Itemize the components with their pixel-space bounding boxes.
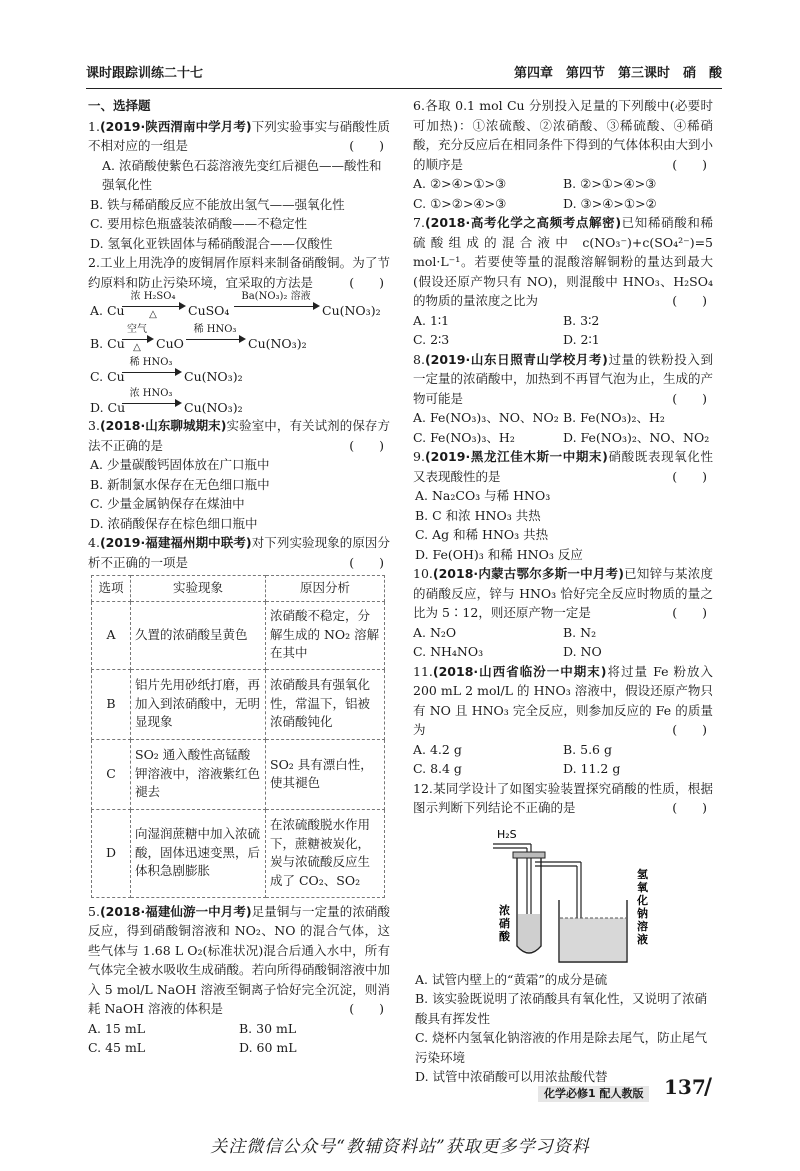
concentrated-nitric-acid (518, 914, 540, 952)
option-a: A. N₂O (413, 624, 457, 640)
analysis-table (91, 575, 385, 898)
footer-slash: / (704, 1074, 713, 1100)
table-row: C SO₂ 通入酸性高锰酸钾溶液中，溶液紫红色褪去 SO₂ 具有漂白性，使其褪色 (92, 739, 385, 809)
option-a: A. 浓硝酸使紫色石蕊溶液先变红后褪色——酸性和强氧化性 (102, 157, 382, 192)
options-ab (413, 740, 713, 760)
header-title: 课时跟踪训练二十七 (86, 66, 204, 81)
option-d: D. ③>④>①>② (563, 195, 657, 211)
answer-bracket[interactable]: ( ) (349, 554, 384, 570)
option-d: D. 11.2 g (563, 761, 621, 776)
reaction-arrow: 浓 H₂SO₄ △ (122, 292, 184, 319)
options-cd (88, 1038, 390, 1058)
option-d: D. Fe(OH)₃ 和稀 HNO₃ 反应 (415, 546, 583, 562)
option-b: B. 5.6 g (563, 741, 612, 757)
answer-bracket[interactable]: ( ) (672, 156, 707, 172)
option-b: B. C 和浓 HNO₃ 共热 (415, 507, 541, 523)
question-7: 7.(2018·高考化学之高频考点解密)已知稀硝酸和稀硫酸组成的混合液中 c(NO₃⁻)+c(SO₄²⁻)=5 mol·L⁻¹。若要使等量的混酸溶解铜粉的量达到最大(假设还原产物只有 NO)，则混酸中 HNO₃、H₂SO₄ 的物质的量浓度之比为 ( ) A. 1∶1 B. 3∶2 C. 2∶3 D. 2∶1 (413, 213, 713, 350)
section-title: 一、选择题 (88, 98, 151, 113)
option-c: C. 2∶3 (413, 332, 450, 347)
options-ab (413, 174, 713, 194)
apparatus-figure (413, 822, 713, 970)
book-label: 化学必修1 配人教版 (538, 1086, 649, 1102)
page-number: 137 (664, 1075, 706, 1099)
apparatus-diagram (413, 822, 713, 970)
h2s-label: H₂S (497, 827, 517, 841)
options-cd (413, 194, 713, 214)
table-row: A 久置的浓硝酸呈黄色 浓硝酸不稳定，分解生成的 NO₂ 溶解在其中 (92, 601, 385, 669)
question-9: 9.(2019·黑龙江佳木斯一中期末)硝酸既表现氧化性又表现酸性的是 ( ) A. Na₂CO₃ 与稀 HNO₃ B. C 和浓 HNO₃ 共热 C. Ag 和稀 HNO₃ 共热 D. Fe(OH)₃ 和稀 HNO₃ 反应 (413, 447, 713, 564)
option-b: B. 该实验既说明了浓硝酸具有氧化性，又说明了浓硝酸具有挥发性 (415, 991, 708, 1026)
question-8: 8.(2019·山东日照青山学校月考)过量的铁粉投入到一定量的浓硝酸中，加热到不再冒气泡为止，生成的产物可能是 ( ) A. Fe(NO₃)₃、NO、NO₂ B. Fe(NO₃)₂、H₂ C. Fe(NO₃)₃、H₂ D. Fe(NO₃)₂、NO、NO₂ (413, 350, 713, 448)
question-4: 4.(2019·福建福州期中联考)对下列实验现象的原因分析不正确的一项是 ( ) 选项 实验现象 原因分析 A 久置的浓硝酸呈黄色 浓硝酸不稳定，分解生成的 NO₂ 溶解在其中 B 铝片先用砂纸打磨，再加入到浓硝酸中，无明显现象 浓硝酸具有强氧化性，常温下，铝被浓硝酸钝化 C SO₂ 通入酸性高锰酸钾溶液中，溶液紫红色褪去 SO₂ 具有漂白性，使其褪色 D 向湿润蔗糖中加入浓硫酸，固体迅速变黑，后体积急剧膨胀 在浓硫酸脱水作用下，蔗糖被炭化，炭与浓硫酸反应生成了 CO₂、SO₂ (88, 533, 390, 898)
option-b: B. 铁与稀硝酸反应不能放出氢气——强氧化性 (90, 196, 345, 212)
question-12: 12.某同学设计了如图实验装置探究硝酸的性质，根据图示判断下列结论不正确的是 ( ) H₂S 浓硝酸 氢氧化钠溶液 A. 试管内壁上的“黄霜”的成分是硫 B. 该实验既说明了浓硝酸具有氧化性，又说明了浓硝酸具有挥发性 C. 烧杯内氢氧化钠溶液的作用是除去尾气，防止尾气污染环境 D. 试管中浓硝酸可以用浓盐酸代替 (413, 779, 713, 1087)
answer-bracket[interactable]: ( ) (672, 722, 707, 737)
option-d: D. 浓硝酸保存在棕色细口瓶中 (90, 515, 258, 531)
stopper (513, 852, 545, 858)
option-c: C. ①>②>④>③ (413, 195, 507, 211)
answer-bracket[interactable]: ( ) (349, 274, 384, 290)
reaction-arrow: 浓 HNO₃ (122, 389, 180, 416)
option-b: B. Cu 空气 △ CuO 稀 HNO₃ Cu(NO₃)₂ (90, 324, 307, 353)
option-b: B. 30 mL (239, 1020, 297, 1036)
options-ab (413, 623, 713, 643)
right-column (413, 96, 713, 1087)
option-a: A. Fe(NO₃)₃、NO、NO₂ (413, 410, 559, 425)
option-d: D. NO (563, 644, 602, 659)
question-10: 10.(2018·内蒙古鄂尔多斯一中月考)已知锌与某浓度的硝酸反应，锌与 HNO₃ 恰好完全反应时物质的量之比为 5∶12，则还原产物一定是 ( ) A. N₂O B. N₂ C. NH₄NO₃ D. NO (413, 564, 713, 662)
option-b: B. N₂ (563, 624, 597, 640)
header-chapter: 第四章 第四节 第三课时 硝 酸 (513, 66, 722, 81)
answer-bracket[interactable]: ( ) (672, 605, 707, 620)
reaction-arrow: Ba(NO₃)₂ 溶液 (234, 292, 318, 319)
option-a: A. 15 mL (88, 1020, 146, 1036)
table-row: D 向湿润蔗糖中加入浓硫酸，固体迅速变黑，后体积急剧膨胀 在浓硫酸脱水作用下，蔗糖被炭化，炭与浓硫酸反应生成了 CO₂、SO₂ (92, 809, 385, 897)
option-c: C. NH₄NO₃ (413, 644, 484, 659)
option-c: C. 少量金属钠保存在煤油中 (90, 496, 245, 511)
answer-bracket[interactable]: ( ) (349, 1001, 384, 1016)
acid-label: 浓硝酸 (499, 903, 510, 943)
option-c: C. Ag 和稀 HNO₃ 共热 (415, 527, 549, 542)
option-a: A. 4.2 g (413, 741, 462, 757)
question-1: 1.(2019·陕西渭南中学月考)下列实验事实与硝酸性质不相对应的一组是 ( ) A. 浓硝酸使紫色石蕊溶液先变红后褪色——酸性和强氧化性 B. 铁与稀硝酸反应不能放出氢气——强氧化性 C. 要用棕色瓶盛装浓硝酸——不稳定性 D. 氢氧化亚铁固体与稀硝酸混合——仅酸性 (88, 117, 390, 254)
question-3: 3.(2018·山东聊城期末)实验室中，有关试剂的保存方法不正确的是 ( ) A. 少量碳酸钙固体放在广口瓶中 B. 新制氯水保存在无色细口瓶中 C. 少量金属钠保存在煤油中 D. 浓硝酸保存在棕色细口瓶中 (88, 416, 390, 533)
option-b: B. Fe(NO₃)₂、H₂ (563, 410, 665, 425)
option-d: D. 试管中浓硝酸可以用浓盐酸代替 (415, 1069, 608, 1084)
reaction-arrow: 稀 HNO₃ (122, 358, 180, 385)
answer-bracket[interactable]: ( ) (672, 800, 707, 815)
option-a: A. Na₂CO₃ 与稀 HNO₃ (415, 488, 551, 503)
option-b: B. 3∶2 (563, 312, 600, 328)
option-d: D. Cu 浓 HNO₃ Cu(NO₃)₂ (90, 388, 243, 415)
question-11: 11.(2018·山西省临汾一中期末)将过量 Fe 粉放入 200 mL 2 mol/L 的 HNO₃ 溶液中，假设还原产物只有 NO 且 HNO₃ 完全反应，则参加反应的 Fe 的质量为 ( ) A. 4.2 g B. 5.6 g C. 8.4 g D. 11.2 g (413, 662, 713, 779)
table-header-row: 选项 实验现象 原因分析 (92, 576, 385, 602)
option-d: D. 2∶1 (563, 332, 600, 347)
option-c: C. Fe(NO₃)₃、H₂ (413, 429, 515, 445)
question-2: 2.工业上用洗净的废铜屑作原料来制备硝酸铜。为了节约原料和防止污染环境，宜采取的方法是 ( ) A. Cu 浓 H₂SO₄ △ CuSO₄ Ba(NO₃)₂ 溶液 Cu(NO₃)₂ B. Cu 空气 △ CuO 稀 HNO₃ Cu(NO₃)₂ C. Cu 稀 HNO₃ Cu(NO₃)₂ D. Cu 浓 HNO₃ Cu(NO₃)₂ (88, 255, 390, 415)
question-6: 6.各取 0.1 mol Cu 分别投入足量的下列酸中(必要时可加热)：①浓硫酸、②浓硝酸、③稀硫酸、④稀硝酸，充分反应后在相同条件下得到的气体体积由大到小的顺序是 ( ) A. ②>④>①>③ B. ②>①>④>③ C. ①>②>④>③ D. ③>④>①>② (413, 96, 713, 213)
page-header (86, 64, 722, 86)
naoh-label: 氢氧化钠溶液 (637, 867, 648, 946)
answer-bracket[interactable]: ( ) (672, 390, 707, 406)
table-row: B 铝片先用砂纸打磨，再加入到浓硝酸中，无明显现象 浓硝酸具有强氧化性，常温下，铝被浓硝酸钝化 (92, 669, 385, 739)
option-a: A. ②>④>①>③ (413, 176, 507, 191)
option-a: A. 试管内壁上的“黄霜”的成分是硫 (415, 971, 608, 987)
option-d: D. 60 mL (239, 1040, 297, 1055)
options-cd (413, 642, 713, 662)
option-c: C. 45 mL (88, 1040, 146, 1055)
option-c: C. 要用棕色瓶盛装浓硝酸——不稳定性 (90, 216, 308, 231)
option-d: D. 氢氧化亚铁固体与稀硝酸混合——仅酸性 (90, 235, 333, 251)
reaction-arrow: 空气 △ (122, 325, 152, 352)
page-footer (538, 1074, 718, 1102)
options-ab (88, 1019, 390, 1039)
header-divider (86, 88, 722, 89)
naoh-solution (560, 918, 626, 961)
option-a: A. 1∶1 (413, 312, 450, 328)
option-c: C. Cu 稀 HNO₃ Cu(NO₃)₂ (90, 357, 243, 384)
options-ab (413, 408, 713, 428)
reaction-arrow: 稀 HNO₃ (186, 325, 244, 352)
answer-bracket[interactable]: ( ) (672, 468, 707, 484)
option-a: A. 少量碳酸钙固体放在广口瓶中 (90, 457, 270, 472)
options-cd (413, 759, 713, 779)
option-a: A. Cu 浓 H₂SO₄ △ CuSO₄ Ba(NO₃)₂ 溶液 Cu(NO₃)₂ (90, 291, 381, 320)
question-5: 5.(2018·福建仙游一中月考)足量铜与一定量的浓硝酸反应，得到硝酸铜溶液和 NO₂、NO 的混合气体，这些气体与 1.68 L O₂(标准状况)混合后通入水中，所有气体完全被水吸收生成硝酸。若向所得硝酸铜溶液中加入 5 mol/L NaOH 溶液至铜离子恰好完全沉淀，则消耗 NaOH 溶液的体积是 ( ) A. 15 mL B. 30 mL C. 45 mL D. 60 mL (88, 902, 390, 1058)
answer-bracket[interactable]: ( ) (349, 138, 384, 153)
left-column (88, 96, 390, 1058)
option-d: D. Fe(NO₃)₂、NO、NO₂ (563, 429, 710, 445)
options-cd (413, 428, 713, 448)
options-cd (413, 330, 713, 350)
options-ab (413, 311, 713, 331)
option-c: C. 8.4 g (413, 761, 462, 776)
answer-bracket[interactable]: ( ) (672, 293, 707, 308)
option-b: B. ②>①>④>③ (563, 176, 657, 191)
watermark-text: 关注微信公众号“教辅资料站”获取更多学习资料 (210, 1137, 590, 1157)
option-c: C. 烧杯内氢氧化钠溶液的作用是除去尾气，防止尾气污染环境 (415, 1030, 708, 1065)
answer-bracket[interactable]: ( ) (349, 437, 384, 453)
option-b: B. 新制氯水保存在无色细口瓶中 (90, 476, 270, 492)
